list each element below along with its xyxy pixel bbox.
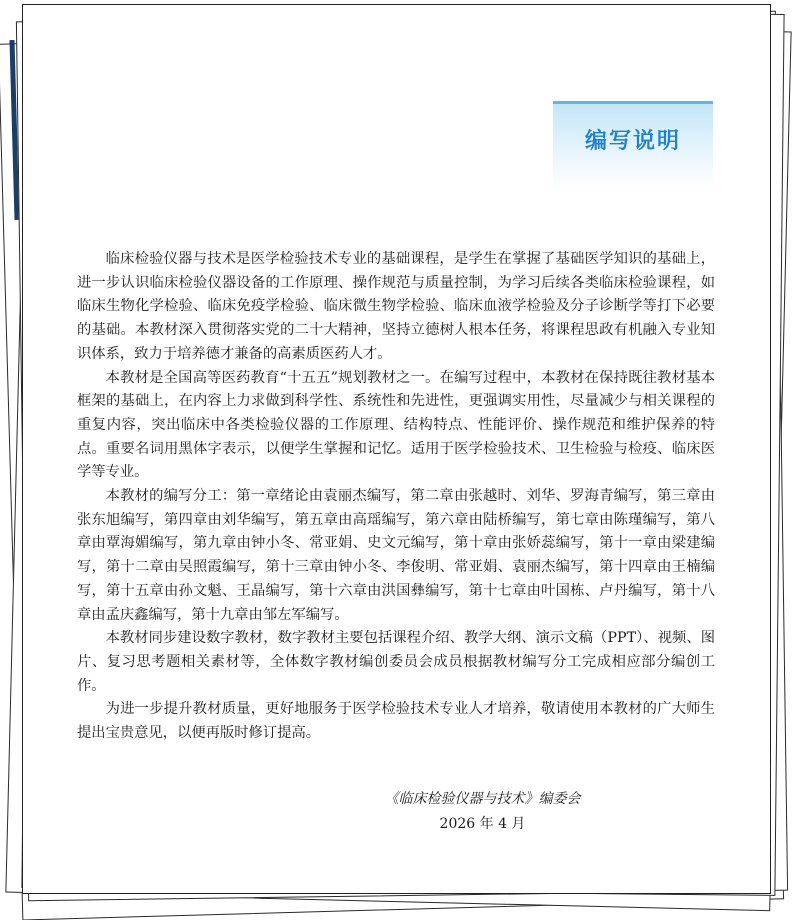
signature-date: 2026 年 4 月	[439, 816, 526, 832]
paragraph-author-assignments: 本教材的编写分工：第一章绪论由袁丽杰编写，第二章由张越时、刘华、罗海青编写，第三章由张东旭编写，第四章由刘华编写，第五章由高瑶编写，第六章由陆桥编写，第七章由陈瑾编写，第八章由覃海媚编写，第九章由钟小冬、常亚娟、史文元编写，第十章由张娇蕊编写，第十一章由梁建编写，第十二章由吴照霞编写，第十三章由钟小冬、李俊明、常亚娟、袁丽杰编写，第十四章由王楠编写，第十五章由孙文魁、王晶编写，第十六章由洪国彝编写，第十七章由叶国栋、卢丹编写，第十八章由孟庆鑫编写，第十九章由邹左军编写。	[77, 488, 715, 623]
paragraph-feedback-request: 为进一步提升教材质量，更好地服务于医学检验技术专业人才培养，敬请使用本教材的广大师生提出宝贵意见，以便再版时修订提高。	[77, 701, 715, 742]
paragraph-digital-materials: 本教材同步建设数字教材，数字教材主要包括课程介绍、教学大纲、演示文稿（PPT）、视频、图片、复习思考题相关素材等，全体数字教材编创委员会成员根据教材编写分工完成相应部分编创工作。	[77, 630, 715, 694]
page-title: 编写说明	[584, 129, 681, 154]
document-page	[22, 4, 771, 894]
title-banner	[553, 101, 713, 188]
paragraph-textbook-features: 本教材是全国高等医药教育“十五五”规划教材之一。在编写过程中，本教材在保持既往教材基本框架的基础上，在内容上力求做到科学性、系统性和先进性，更强调实用性，尽量减少与相关课程的重复内容，突出临床中各类检验仪器的工作原理、结构特点、性能评价、操作规范和维护保养的特点。重要名词用黑体字表示，以便学生掌握和记忆。适用于医学检验技术、卫生检验与检疫、临床医学等专业。	[77, 369, 715, 481]
signature-committee: 《临床检验仪器与技术》编委会	[384, 791, 581, 807]
body-text	[77, 248, 715, 746]
paragraph-course-intro: 临床检验仪器与技术是医学检验技术专业的基础课程，是学生在掌握了基础医学知识的基础上，进一步认识临床检验仪器设备的工作原理、操作规范与质量控制，为学习后续各类临床检验课程，如临床生物化学检验、临床免疫学检验、临床微生物学检验、临床血液学检验及分子诊断学等打下必要的基础。本教材深入贯彻落实党的二十大精神，坚持立德树人根本任务，将课程思政有机融入专业知识体系，致力于培养德才兼备的高素质医药人才。	[77, 251, 715, 362]
